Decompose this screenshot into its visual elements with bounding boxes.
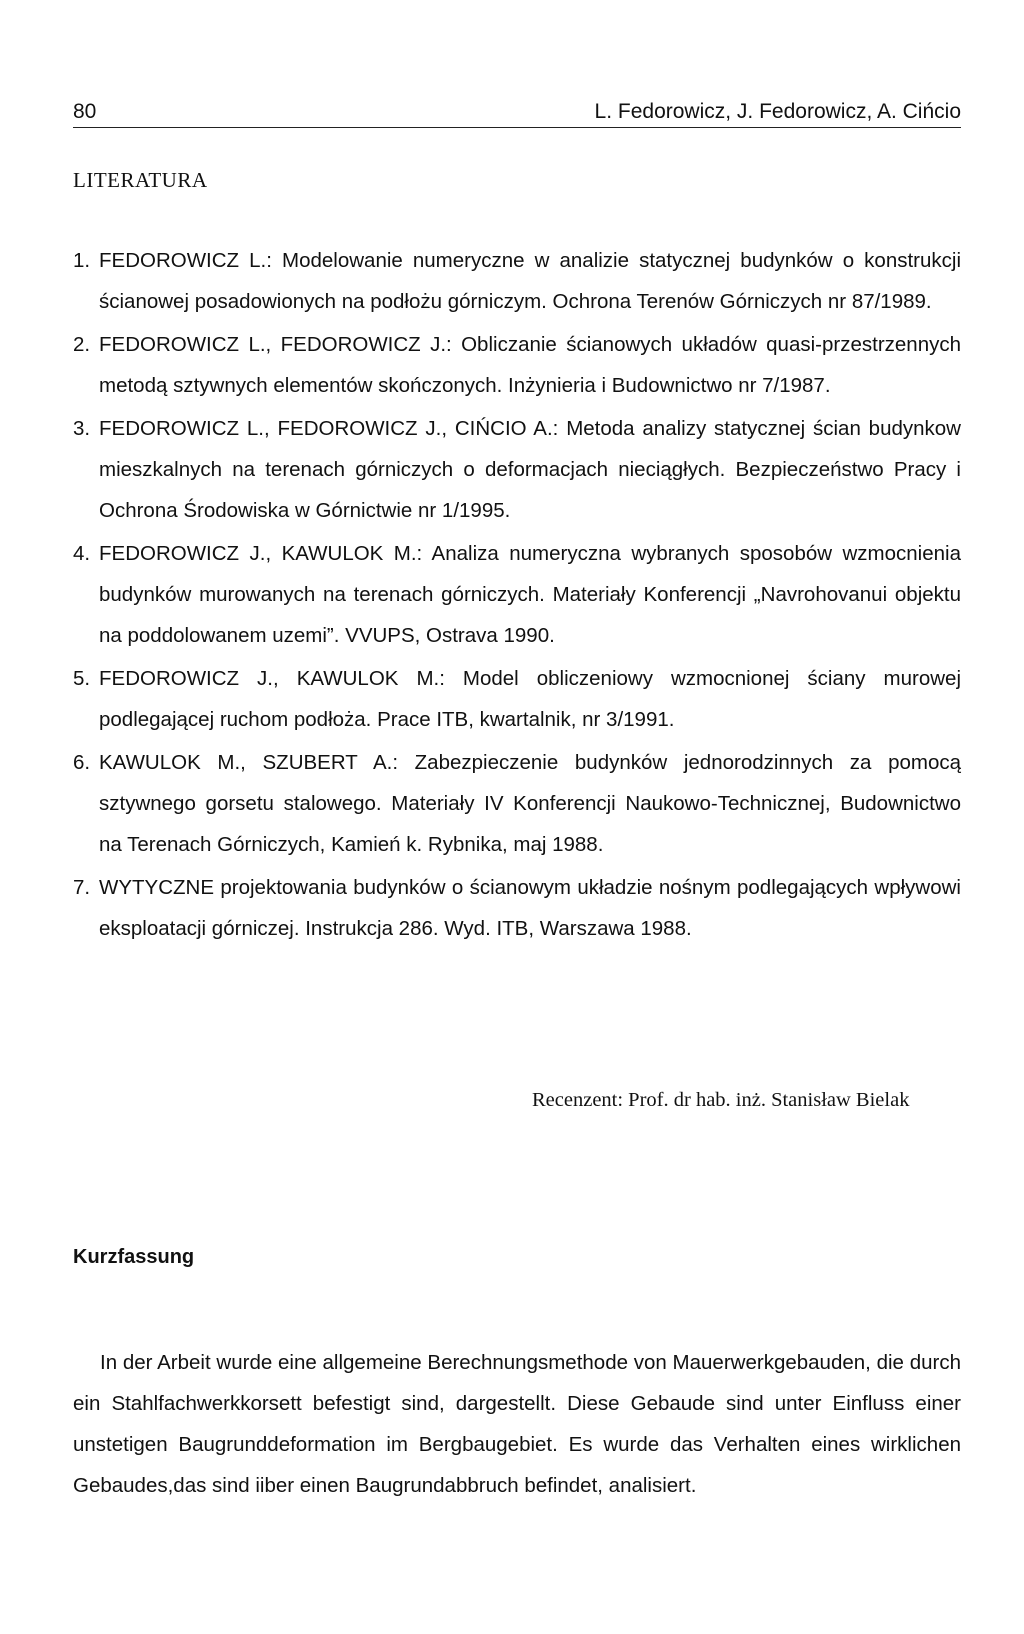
reference-text: FEDOROWICZ L., FEDOROWICZ J., CIŃCIO A.: Metoda analizy statycznej ścian budynkow mieszkalnych na terenach górniczych o deformacjach nieciągłych. Bezpieczeństwo Pracy i Ochrona Środowiska w Górnictwie nr 1/1995. — [99, 417, 961, 522]
running-header-authors: L. Fedorowicz, J. Fedorowicz, A. Cińcio — [594, 100, 961, 123]
reference-number: 5. — [73, 667, 91, 690]
running-header — [73, 97, 961, 128]
reference-text: FEDOROWICZ J., KAWULOK M.: Model obliczeniowy wzmocnionej ściany murowej podlegającej ruchom podłoża. Prace ITB, kwartalnik, nr 3/1991. — [99, 667, 961, 731]
kurzfassung-heading: Kurzfassung — [73, 1246, 195, 1268]
reference-number: 4. — [73, 542, 91, 565]
reference-number: 1. — [73, 249, 91, 272]
literature-heading: LITERATURA — [73, 168, 208, 192]
kurzfassung-body: In der Arbeit wurde eine allgemeine Berechnungsmethode von Mauerwerkgebauden, die durch ein Stahlfachwerkkorsett befestigt sind, dargestellt. Diese Gebaude sind unter Einfluss einer unstetigen Baugrunddeformation im Bergbaugebiet. Es wurde das Verhalten eines wirklichen Gebaudes,das sind iiber einen Baugrundabbruch befindet, analisiert. — [73, 1351, 961, 1497]
reference-item — [73, 867, 961, 949]
reference-number: 7. — [73, 876, 91, 899]
reference-text: FEDOROWICZ L.: Modelowanie numeryczne w analizie statycznej budynków o konstrukcji ścianowej posadowionych na podłożu górniczym. Ochrona Terenów Górniczych nr 87/1989. — [99, 249, 961, 313]
reference-number: 3. — [73, 417, 91, 440]
reference-item — [73, 533, 961, 656]
page-number: 80 — [73, 100, 97, 123]
reviewer-line: Recenzent: Prof. dr hab. inż. Stanisław Bielak — [532, 1089, 910, 1111]
reference-text: WYTYCZNE projektowania budynków o ścianowym układzie nośnym podlegających wpływowi eksploatacji górniczej. Instrukcja 286. Wyd. ITB, Warszawa 1988. — [99, 876, 961, 940]
reference-number: 2. — [73, 333, 91, 356]
reference-list — [73, 240, 961, 951]
reference-item — [73, 324, 961, 406]
reference-item — [73, 408, 961, 531]
reference-text: FEDOROWICZ L., FEDOROWICZ J.: Obliczanie ścianowych układów quasi-przestrzennych metodą sztywnych elementów skończonych. Inżynieria i Budownictwo nr 7/1987. — [99, 333, 961, 397]
reference-number: 6. — [73, 751, 91, 774]
reference-text: FEDOROWICZ J., KAWULOK M.: Analiza numeryczna wybranych sposobów wzmocnienia budynków murowanych na terenach górniczych. Materiały Konferencji „Navrohovanui objektu na poddolowanem uzemi”. VVUPS, Ostrava 1990. — [99, 542, 961, 647]
reference-item — [73, 658, 961, 740]
reference-item — [73, 240, 961, 322]
reference-item — [73, 742, 961, 865]
reference-text: KAWULOK M., SZUBERT A.: Zabezpieczenie budynków jednorodzinnych za pomocą sztywnego gorsetu stalowego. Materiały IV Konferencji Naukowo-Technicznej, Budownictwo na Terenach Górniczych, Kamień k. Rybnika, maj 1988. — [99, 751, 961, 856]
